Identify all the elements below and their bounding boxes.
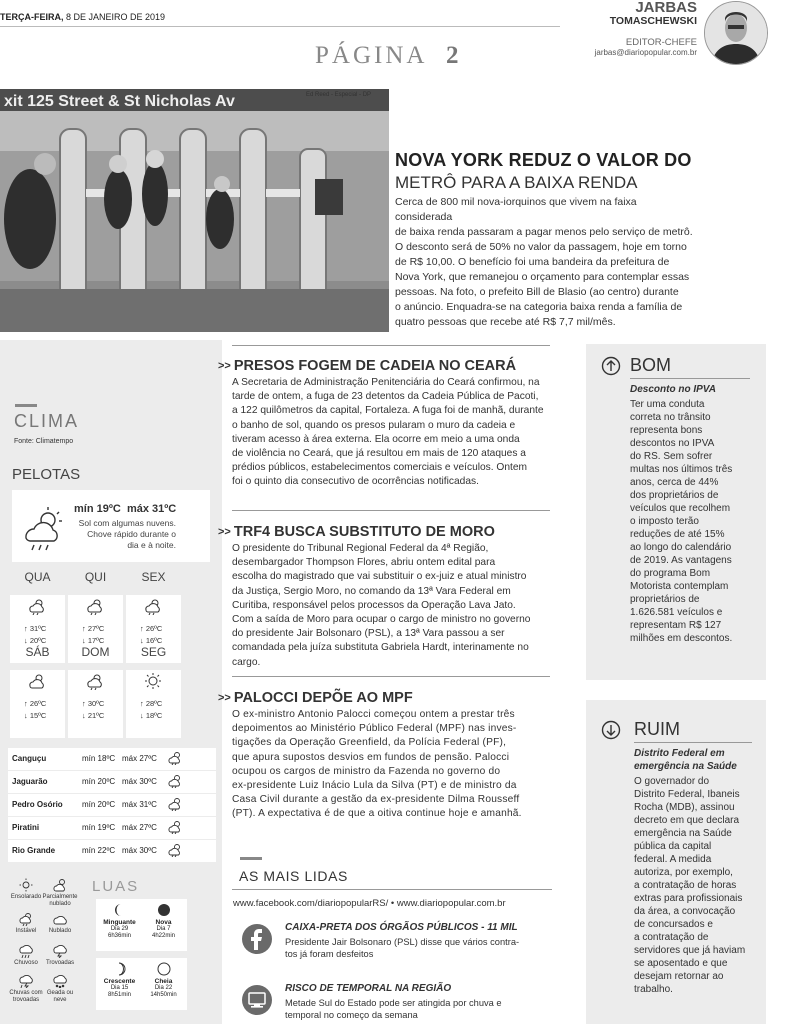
lead-subheadline: METRÔ PARA A BAIXA RENDA bbox=[395, 173, 638, 192]
article-line: Casa Civil durante a gestão da ex-presidente Dilma Rousseff bbox=[232, 794, 520, 806]
body-line: a contratação de horas bbox=[634, 880, 737, 891]
rain-thunder-icon bbox=[18, 974, 34, 988]
body-line: extras para profissionais bbox=[634, 893, 743, 904]
bad-subtitle bbox=[634, 747, 737, 773]
city-min: mín 18ºC bbox=[82, 754, 116, 763]
legend-label: Chuvas com trovoadas bbox=[9, 990, 43, 1003]
most-read-line: temporal no começo da semana bbox=[285, 1010, 418, 1020]
lead-line: de R$ 10,00. O benefício foi uma bandeira da prefeitura de bbox=[395, 256, 670, 268]
subtitle-line: Distrito Federal em bbox=[634, 748, 725, 759]
day-max: 30ºC bbox=[87, 699, 105, 708]
article-body bbox=[232, 542, 552, 670]
editor-avatar bbox=[704, 1, 768, 65]
new-moon-icon bbox=[157, 903, 171, 917]
article-title: PRESOS FOGEM DE CADEIA NO CEARÁ bbox=[233, 358, 517, 374]
body-line: reduções de até 15% bbox=[630, 529, 725, 540]
partly-cloudy-rain-icon bbox=[142, 597, 164, 615]
bad-news-box bbox=[586, 700, 766, 1024]
day-min: 17ºC bbox=[87, 636, 105, 645]
city-max: máx 27ºC bbox=[122, 823, 157, 832]
most-read-item-text bbox=[285, 936, 519, 960]
condition-line: dia e à noite. bbox=[127, 540, 176, 550]
body-line: Motorista contemplam bbox=[630, 581, 729, 592]
bad-title: RUIM bbox=[634, 719, 680, 739]
lead-line: de baixa renda passaram a pagar menos pelo serviço de metrô. bbox=[395, 226, 693, 238]
moon-phase-name: Crescente bbox=[103, 978, 136, 985]
legend-label: Parcialmente nublado bbox=[42, 894, 78, 907]
day-forecast bbox=[68, 645, 123, 738]
page-number: 2 bbox=[445, 42, 462, 69]
article-line: do presidente Jair Bolsonaro (PSL), a 13ª Vara passou a ser bbox=[232, 628, 505, 640]
body-line: da área, a convocação bbox=[634, 906, 736, 917]
legend-label: Ensolarado bbox=[10, 894, 42, 900]
weather-city: PELOTAS bbox=[12, 466, 81, 483]
section-bar bbox=[15, 404, 37, 407]
article-line: (PT). A expectativa é de que a oitiva continue hoje e amanhã. bbox=[232, 808, 522, 820]
body-line: do RS. Sem sofrer bbox=[630, 451, 713, 462]
body-line: o imposto terão bbox=[630, 516, 699, 527]
day-temps: ↑ 26ºC ↓ 16ºC bbox=[140, 624, 163, 645]
lead-body bbox=[395, 195, 695, 330]
article-line: Curitiba, responsável pelos processos da Operação Lava Jato. bbox=[232, 599, 516, 611]
lead-photo bbox=[0, 89, 389, 332]
body-line: federal. A medida bbox=[634, 854, 712, 865]
moon-day: Dia 22 bbox=[154, 985, 173, 991]
lead-line: o anúncio. Enquadra-se na categoria baixa renda a família de bbox=[395, 301, 683, 313]
partly-cloudy-rain-icon bbox=[166, 797, 184, 811]
city-name: Pedro Osório bbox=[12, 800, 63, 809]
body-line: multas nos últimos três bbox=[630, 464, 733, 475]
double-chevron-icon: >> bbox=[218, 692, 231, 704]
most-read-title: AS MAIS LIDAS bbox=[239, 868, 348, 884]
most-read-line: tos já foram desfeitos bbox=[285, 949, 374, 959]
body-line: de 2019. As vantagens bbox=[630, 555, 732, 566]
day-max: 26ºC bbox=[29, 699, 47, 708]
city-name: Jaguarão bbox=[12, 777, 48, 786]
article-line: o banho de sol, quando os presos pularam o muro da cadeia e bbox=[232, 419, 516, 431]
today-min: mín 19ºC bbox=[74, 503, 121, 515]
article-line: da Justiça, Sergio Moro, no comando da 13ª Vara Federal em bbox=[232, 585, 511, 597]
lead-line: Nova York, que remanejou o orçamento para contemplar essas bbox=[395, 271, 690, 283]
double-chevron-icon: >> bbox=[218, 360, 231, 372]
weather-title: CLIMA bbox=[14, 411, 80, 431]
day-name: SEG bbox=[140, 645, 167, 659]
article-line: A Secretaria de Administração Penitenciária do Ceará confirmou, na bbox=[232, 377, 540, 388]
most-read-item-title[interactable]: CAIXA-PRETA DOS ÓRGÃOS PÚBLICOS - 11 MIL bbox=[285, 922, 518, 933]
most-read-line: Metade Sul do Estado pode ser atingida por chuva e bbox=[285, 998, 502, 1008]
day-min: 16ºC bbox=[145, 636, 163, 645]
day-max: 26ºC bbox=[145, 624, 163, 633]
moon-phase-name: Minguante bbox=[103, 919, 136, 926]
city-row bbox=[8, 771, 216, 793]
article-rule bbox=[232, 510, 550, 511]
day-temps: ↑ 27ºC ↓ 17ºC bbox=[82, 624, 105, 645]
partly-cloudy-rain-icon bbox=[166, 751, 184, 765]
day-temps: ↑ 31ºC ↓ 20ºC bbox=[24, 624, 47, 645]
most-read-item-title[interactable]: RISCO DE TEMPORAL NA REGIÃO bbox=[285, 983, 452, 994]
body-line: descontos no IPVA bbox=[630, 438, 715, 449]
cloud-icon bbox=[52, 912, 68, 926]
body-line: Distrito Federal, Ibaneis bbox=[634, 789, 740, 800]
partly-cloudy-rain-icon bbox=[84, 672, 106, 690]
article-rule bbox=[232, 676, 550, 677]
moon-time: 6h36min bbox=[107, 933, 131, 939]
good-title: BOM bbox=[630, 355, 672, 375]
article-line: tarde de ontem, a fuga de 23 detentos da Cadeia Pública de Pacoti, bbox=[232, 391, 539, 403]
lead-line: Cerca de 800 mil nova-iorquinos que vivem na faixa considerada bbox=[395, 196, 637, 223]
regional-cities-list bbox=[8, 748, 216, 863]
body-line: decreto em que declara bbox=[634, 815, 740, 826]
body-line: ao longo do calendário bbox=[630, 542, 732, 553]
day-max: 28ºC bbox=[145, 699, 163, 708]
day-min: 15ºC bbox=[29, 711, 47, 720]
body-line: autoriza, por exemplo, bbox=[634, 867, 733, 878]
day-max: 31ºC bbox=[29, 624, 47, 633]
day-temps: ↑ 30ºC ↓ 21ºC bbox=[82, 699, 105, 720]
body-line: correta no trânsito bbox=[630, 412, 711, 423]
city-row bbox=[8, 840, 216, 862]
lead-headline: NOVA YORK REDUZ O VALOR DO bbox=[395, 150, 692, 170]
body-line: do programa Bom bbox=[630, 568, 711, 579]
city-min: mín 22ºC bbox=[82, 846, 116, 855]
article-line: tiveram acesso à área externa. Ela ocorre em meio a uma onda bbox=[232, 433, 520, 445]
day-min: 20ºC bbox=[29, 636, 47, 645]
edition-date bbox=[0, 12, 165, 22]
page-word: PÁGINA bbox=[315, 42, 428, 69]
day-max: 27ºC bbox=[87, 624, 105, 633]
article-line: desembargador Thompson Flores, abriu ontem edital para bbox=[232, 557, 496, 569]
title-rule bbox=[634, 742, 752, 743]
body-line: O governador do bbox=[634, 776, 710, 787]
article-line: depoimentos ao Ministério Público Federal (MPF) nas inves- bbox=[232, 723, 517, 735]
article-line: ex-presidente Luiz Inácio Lula da Silva (PT) e de ministro da bbox=[232, 780, 517, 792]
partly-cloudy-rain-icon bbox=[84, 597, 106, 615]
moon-phase-name: Nova bbox=[155, 919, 172, 926]
moon-title: LUAS bbox=[92, 878, 140, 895]
body-line: representam R$ 127 bbox=[630, 620, 722, 631]
body-line: emergência na Saúde bbox=[634, 828, 732, 839]
city-max: máx 31ºC bbox=[122, 800, 157, 809]
moon-phase-card bbox=[96, 899, 143, 951]
body-line: Rocha (MDB), assinou bbox=[634, 802, 735, 813]
condition-line: Chove rápido durante o bbox=[87, 529, 176, 539]
body-line: veículos que recolhem bbox=[630, 503, 731, 514]
moon-time: 14h50min bbox=[150, 992, 177, 998]
partly-cloudy-rain-icon bbox=[26, 597, 48, 615]
article-line: de violência no Ceará, que já resultou em mais de 120 ataques a bbox=[232, 448, 526, 460]
body-line: pública da capital bbox=[634, 841, 712, 852]
legend-item bbox=[40, 974, 80, 1004]
rain-icon bbox=[18, 944, 34, 958]
city-row bbox=[8, 748, 216, 770]
legend-item bbox=[40, 912, 80, 935]
legend-item bbox=[40, 878, 80, 908]
today-conditions bbox=[66, 518, 176, 551]
article-line: comandada pela juíza substituta Gabriela Hardt, interinamente no bbox=[232, 642, 529, 654]
day-name: QUI bbox=[84, 570, 107, 584]
rain-cloud-icon bbox=[18, 504, 68, 554]
section-bar bbox=[240, 857, 262, 860]
day-name: SÁB bbox=[25, 645, 50, 659]
body-line: trabalho. bbox=[634, 984, 673, 995]
editor-last-name: TOMASCHEWSKI bbox=[609, 15, 697, 27]
body-line: desejam retornar ao bbox=[634, 971, 724, 982]
article-title: TRF4 BUSCA SUBSTITUTO DE MORO bbox=[233, 524, 495, 540]
day-min: 18ºC bbox=[145, 711, 163, 720]
body-line: dos proprietários de bbox=[630, 490, 719, 501]
city-min: mín 20ºC bbox=[82, 777, 116, 786]
article-line: Com a saída de Moro para ocupar o cargo de ministro no governo bbox=[232, 614, 531, 626]
most-read-item-text bbox=[285, 997, 502, 1021]
city-name: Piratini bbox=[12, 823, 40, 832]
article-line: foi o quinto dia consecutivo de ocorrências notificadas. bbox=[232, 476, 479, 488]
city-name: Canguçu bbox=[12, 754, 47, 763]
partly-cloudy-rain-icon bbox=[166, 843, 184, 857]
city-max: máx 27ºC bbox=[122, 754, 157, 763]
good-news-box bbox=[586, 344, 766, 680]
moon-time: 4h22min bbox=[151, 933, 175, 939]
day-temps: ↑ 28ºC ↓ 18ºC bbox=[140, 699, 163, 720]
city-min: mín 20ºC bbox=[82, 800, 116, 809]
editor-role: EDITOR-CHEFE bbox=[625, 37, 697, 48]
bad-body bbox=[634, 775, 760, 996]
lead-line: quatro pessoas que recebe até R$ 7,7 mil/mês. bbox=[395, 316, 616, 328]
moon-day: Dia 15 bbox=[110, 985, 129, 991]
today-max: máx 31ºC bbox=[126, 503, 177, 515]
city-min: mín 19ºC bbox=[82, 823, 116, 832]
article-headline bbox=[218, 358, 516, 374]
date-text: 8 DE JANEIRO DE 2019 bbox=[66, 12, 166, 22]
editor-first-name: JARBAS bbox=[635, 0, 697, 16]
day-forecast bbox=[126, 645, 181, 738]
day-temps: ↑ 26ºC ↓ 15ºC bbox=[24, 699, 47, 720]
photo-credit: Ed Reed - Especial - DP bbox=[306, 92, 372, 98]
facebook-icon[interactable] bbox=[242, 924, 272, 954]
legend-label: Trovoadas bbox=[45, 960, 75, 966]
body-line: anos, cerca de 44% bbox=[630, 477, 719, 488]
article-line: a 122 quilômetros da capital, Fortaleza. A fuga foi de manhã, durante bbox=[232, 405, 544, 417]
moon-phase-card bbox=[96, 958, 143, 1010]
page-label bbox=[315, 42, 461, 70]
city-row bbox=[8, 817, 216, 839]
social-links[interactable]: www.facebook.com/diariopopularRS/ • www.diariopopular.com.br bbox=[233, 898, 506, 909]
legend-item bbox=[40, 944, 80, 967]
sun-icon bbox=[18, 878, 34, 892]
moon-phase-card bbox=[140, 958, 187, 1010]
article-headline bbox=[218, 524, 495, 540]
body-line: milhões em descontos. bbox=[630, 633, 733, 644]
article-line: que apura supostos desvios em fundos de pensão. Palocci bbox=[232, 751, 510, 763]
article-title: PALOCCI DEPÕE AO MPF bbox=[233, 690, 413, 706]
city-row bbox=[8, 794, 216, 816]
good-body bbox=[630, 398, 760, 645]
arrow-up-icon bbox=[601, 356, 621, 376]
body-line: a contratação de bbox=[634, 932, 709, 943]
body-line: servidores que já haviam bbox=[634, 945, 746, 956]
article-line: escolha do magistrado que vai substituir o ex-juiz e atual ministro bbox=[232, 571, 527, 583]
body-line: proprietários de bbox=[630, 594, 700, 605]
full-moon-icon bbox=[157, 962, 171, 976]
legend-label: Geada ou neve bbox=[46, 990, 74, 1003]
today-temperatures bbox=[74, 503, 176, 515]
unstable-weather-icon bbox=[18, 912, 34, 926]
frost-snow-icon bbox=[52, 974, 68, 988]
moon-day: Dia 7 bbox=[156, 926, 171, 932]
moon-phase-name: Cheia bbox=[154, 978, 173, 985]
moon-phase-card bbox=[140, 899, 187, 951]
legend-label: Chuvoso bbox=[14, 960, 38, 966]
editor-block bbox=[595, 0, 697, 57]
subway-sign-text: xit 125 Street & St Nicholas Av bbox=[4, 93, 235, 110]
body-line: Ter uma conduta bbox=[630, 399, 705, 410]
article-body bbox=[232, 708, 552, 822]
article-line: O ex-ministro Antonio Palocci começou ontem a prestar três bbox=[232, 709, 515, 720]
city-name: Rio Grande bbox=[12, 846, 56, 855]
article-line: cargo. bbox=[232, 656, 261, 668]
title-rule bbox=[630, 378, 750, 379]
body-line: de concursados e bbox=[634, 919, 713, 930]
day-name: DOM bbox=[81, 645, 110, 659]
article-headline bbox=[218, 690, 413, 706]
article-line: ocupou os cargos de ministro da Fazenda no governo do bbox=[232, 765, 501, 777]
article-line: O presidente do Tribunal Regional Federal da 4ª Região, bbox=[232, 543, 489, 554]
most-read-rule bbox=[232, 889, 552, 890]
day-name: QUA bbox=[24, 570, 51, 584]
moon-time: 8h51min bbox=[107, 992, 131, 998]
article-line: tigações da Operação Greenfield, da Polícia Federal (PF), bbox=[232, 737, 507, 749]
weekday: TERÇA-FEIRA, bbox=[0, 12, 64, 22]
day-name: SEX bbox=[141, 570, 166, 584]
body-line: 1.626.581 veículos e bbox=[630, 607, 723, 618]
body-line: representa bons bbox=[630, 425, 703, 436]
partly-cloudy-icon bbox=[52, 878, 68, 892]
header-rule bbox=[0, 26, 560, 27]
editor-email[interactable]: jarbas@diariopopular.com.br bbox=[594, 48, 697, 57]
article-rule bbox=[232, 345, 550, 346]
legend-label: Nublado bbox=[48, 928, 72, 934]
double-chevron-icon: >> bbox=[218, 526, 231, 538]
lead-story bbox=[395, 150, 695, 330]
day-forecast bbox=[10, 645, 65, 738]
article-body bbox=[232, 376, 552, 490]
condition-line: Sol com algumas nuvens. bbox=[78, 518, 176, 528]
article-line: prédios públicos, estabelecimentos comerciais e veículos. Ontem bbox=[232, 462, 528, 474]
day-min: 21ºC bbox=[87, 711, 105, 720]
sun-icon bbox=[142, 672, 164, 690]
waxing-moon-icon bbox=[113, 962, 127, 976]
city-max: máx 30ºC bbox=[122, 846, 157, 855]
thunderstorm-icon bbox=[52, 944, 68, 958]
lead-line: O desconto será de 50% no valor da passagem, hoje em torno bbox=[395, 241, 687, 253]
moon-day: Dia 29 bbox=[110, 926, 129, 932]
legend-label: Instável bbox=[15, 928, 37, 934]
body-line: se aposentado e que bbox=[634, 958, 728, 969]
subtitle-line: emergência na Saúde bbox=[634, 761, 737, 772]
city-max: máx 30ºC bbox=[122, 777, 157, 786]
weather-source: Fonte: Climatempo bbox=[14, 438, 74, 445]
arrow-down-icon bbox=[601, 720, 621, 740]
partly-cloudy-icon bbox=[26, 672, 48, 690]
good-subtitle: Desconto no IPVA bbox=[630, 384, 716, 395]
waning-moon-icon bbox=[113, 903, 127, 917]
partly-cloudy-rain-icon bbox=[166, 820, 184, 834]
partly-cloudy-rain-icon bbox=[166, 774, 184, 788]
computer-icon[interactable] bbox=[242, 985, 272, 1015]
lead-line: pessoas. Na foto, o prefeito Bill de Blasio (ao centro) durante bbox=[395, 286, 679, 298]
most-read-line: Presidente Jair Bolsonaro (PSL) disse que vários contra- bbox=[285, 937, 520, 947]
